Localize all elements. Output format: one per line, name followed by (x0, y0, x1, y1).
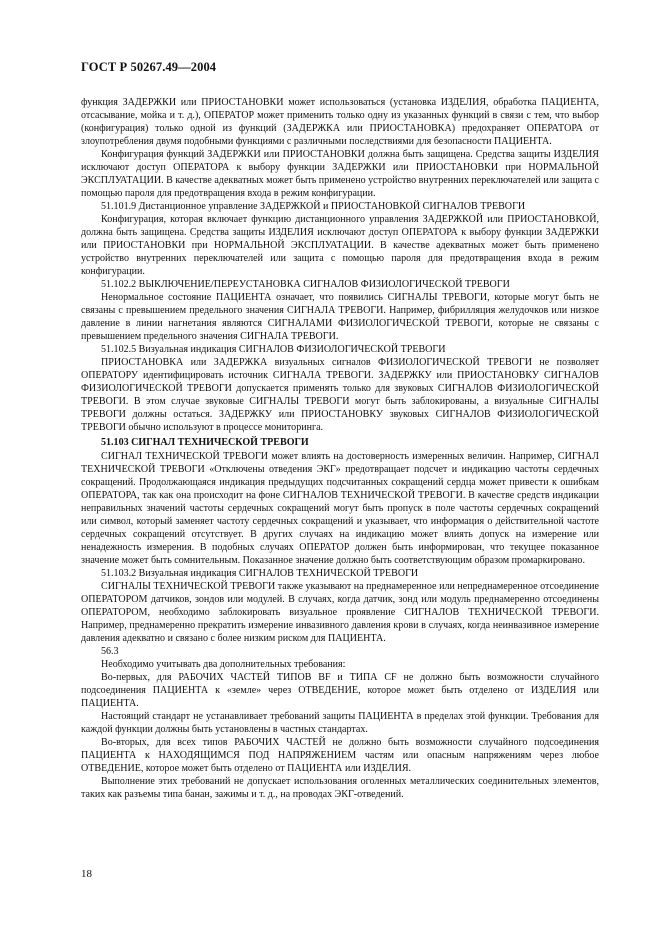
paragraph: Настоящий стандарт не устанавливает требований защиты ПАЦИЕНТА в пределах этой функции. Требования для каждой функции должны быть установлены в частных стандартах. (81, 711, 599, 735)
section-heading: 51.103 СИГНАЛ ТЕХНИЧЕСКОЙ ТРЕВОГИ (101, 437, 309, 448)
paragraph: СИГНАЛ ТЕХНИЧЕСКОЙ ТРЕВОГИ может влиять на достоверность измеренных величин. Например, СИГНАЛ ТЕХНИЧЕСКОЙ ТРЕВОГИ «Отключены отведения ЭКГ» предотвращает подсчет и индикацию частоты сердечных сокращений. Продолжающаяся индикация предыдущих подсчитанных сокращений сердца может привести к ошибкам ОПЕРАТОРА, так как она происходит на фоне СИГНАЛОВ ТЕХНИЧЕСКОЙ ТРЕВОГИ. В качестве средств индикации неправильных значений частоты сердечных сокращений могут быть пропуск в поле частоты сердечных сокращений или символ, который заменяет частоту сердечных сокращений и указывает, что информация о действительной частоте сердечных сокращений отсутствует. В других случаях на индикацию может влиять допуск на измерение или ненадежность измерения. В подобных случаях ОПЕРАТОР должен быть информирован, что текущее показанное значение может быть сомнительным. Показанное значение должно быть соответствующим образом промаркировано. (81, 451, 599, 566)
page-number: 18 (81, 868, 92, 880)
section-number: 56.3 (101, 646, 119, 657)
paragraph: функция ЗАДЕРЖКИ или ПРИОСТАНОВКИ может использоваться (установка ИЗДЕЛИЯ, обработка ПАЦИЕНТА, отсасывание, мойка и т. д.), ОПЕРАТОР может применить только одну из указанных функций в связи с тем, что выбор (конфигурация) только одной из функций (ЗАДЕРЖКА или ПРИОСТАНОВКА) предохраняет ОПЕРАТОРА от злоупотребления двумя подобными функциями с различными последствиями для безопасности ПАЦИЕНТА. (81, 97, 599, 147)
paragraph: ПРИОСТАНОВКА или ЗАДЕРЖКА визуальных сигналов ФИЗИОЛОГИЧЕСКОЙ ТРЕВОГИ не позволяет ОПЕРАТОРУ идентифицировать источник СИГНАЛА ТРЕВОГИ. ЗАДЕРЖКУ или ПРИОСТАНОВКУ СИГНАЛОВ ФИЗИОЛОГИЧЕСКОЙ ТРЕВОГИ допускается применять только для звуковых СИГНАЛОВ ФИЗИОЛОГИЧЕСКОЙ ТРЕВОГИ. В этом случае звуковые СИГНАЛЫ ТРЕВОГИ могут быть заблокированы, а визуальные СИГНАЛЫ ТРЕВОГИ должны остаться. ЗАДЕРЖКУ или ПРИОСТАНОВКУ звуковых СИГНАЛОВ ФИЗИОЛОГИЧЕСКОЙ ТРЕВОГИ обычно используют в процессе мониторинга. (81, 357, 599, 433)
section-subheading: 51.103.2 Визуальная индикация СИГНАЛОВ ТЕХНИЧЕСКОЙ ТРЕВОГИ (101, 568, 419, 579)
section-subheading: 51.101.9 Дистанционное управление ЗАДЕРЖКОЙ и ПРИОСТАНОВКОЙ СИГНАЛОВ ТРЕВОГИ (101, 201, 526, 212)
section-subheading: 51.102.2 ВЫКЛЮЧЕНИЕ/ПЕРЕУСТАНОВКА СИГНАЛОВ ФИЗИОЛОГИЧЕСКОЙ ТРЕВОГИ (101, 279, 510, 290)
paragraph: Во-первых, для РАБОЧИХ ЧАСТЕЙ ТИПОВ BF и ТИПА CF не должно быть возможности случайного подсоединения ПАЦИЕНТА к «земле» через ОТВЕДЕНИЕ, которое может быть отделено от ИЗДЕЛИЯ или ПАЦИЕНТА. (81, 672, 599, 709)
paragraph: СИГНАЛЫ ТЕХНИЧЕСКОЙ ТРЕВОГИ также указывают на преднамеренное или непреднамеренное отсоединение ОПЕРАТОРОМ датчиков, зондов или модулей. В случаях, когда датчик, зонд или модуль преднамеренно отсоединены ОПЕРАТОРОМ, необходимо заблокировать визуальное проявление СИГНАЛОВ ТЕХНИЧЕСКОЙ ТРЕВОГИ. Например, преднамеренно прекратить измерение инвазивного давления крови в случаях, когда неинвазивное измерение давления адекватно и связано с более низким риском для ПАЦИЕНТА. (81, 581, 599, 644)
paragraph: Выполнение этих требований не допускает использования оголенных металлических соединительных элементов, таких как разъемы типа банан, зажимы и т. д., на проводах ЭКГ-отведений. (81, 776, 599, 800)
paragraph: Необходимо учитывать два дополнительных требования: (101, 659, 346, 670)
paragraph: Во-вторых, для всех типов РАБОЧИХ ЧАСТЕЙ не должно быть возможности случайного подсоединения ПАЦИЕНТА к НАХОДЯЩИМСЯ ПОД НАПРЯЖЕНИЕМ частям или опасным напряжениям через любое ОТВЕДЕНИЕ, которое может быть отделено от ПАЦИЕНТА или ИЗДЕЛИЯ. (81, 737, 599, 774)
document-header: ГОСТ Р 50267.49—2004 (81, 60, 217, 74)
paragraph: Конфигурация, которая включает функцию дистанционного управления ЗАДЕРЖКОЙ или ПРИОСТАНОВКОЙ, должна быть защищена. Средства защиты ИЗДЕЛИЯ исключают доступ ОПЕРАТОРА к выбору функции ЗАДЕРЖКИ или ПРИОСТАНОВКИ при НОРМАЛЬНОЙ ЭКСПЛУАТАЦИИ. В качестве адекватных может быть применено устройство внутренних переключателей или защита с помощью пароля для предотвращения входа в режим конфигурации. (81, 214, 599, 277)
section-subheading: 51.102.5 Визуальная индикация СИГНАЛОВ ФИЗИОЛОГИЧЕСКОЙ ТРЕВОГИ (101, 344, 446, 355)
paragraph: Ненормальное состояние ПАЦИЕНТА означает, что появились СИГНАЛЫ ТРЕВОГИ, которые могут быть не связаны с превышением предельного значения СИГНАЛА ТРЕВОГИ. Например, фибрилляция желудочков или низкое давление в линии нагнетания являются СИГНАЛАМИ ФИЗИОЛОГИЧЕСКОЙ ТРЕВОГИ, которые не связаны с превышением предельного значения СИГНАЛА ТРЕВОГИ. (81, 292, 599, 342)
document-body (81, 96, 599, 801)
paragraph: Конфигурация функций ЗАДЕРЖКИ или ПРИОСТАНОВКИ должна быть защищена. Средства защиты ИЗДЕЛИЯ исключают доступ ОПЕРАТОРА к выбору функции ЗАДЕРЖКИ или ПРИОСТАНОВКИ при НОРМАЛЬНОЙ ЭКСПЛУАТАЦИИ. В качестве адекватных может быть применено устройство внутренних переключателей или защита с помощью пароля для предотвращения входа в режим конфигурации. (81, 149, 599, 199)
